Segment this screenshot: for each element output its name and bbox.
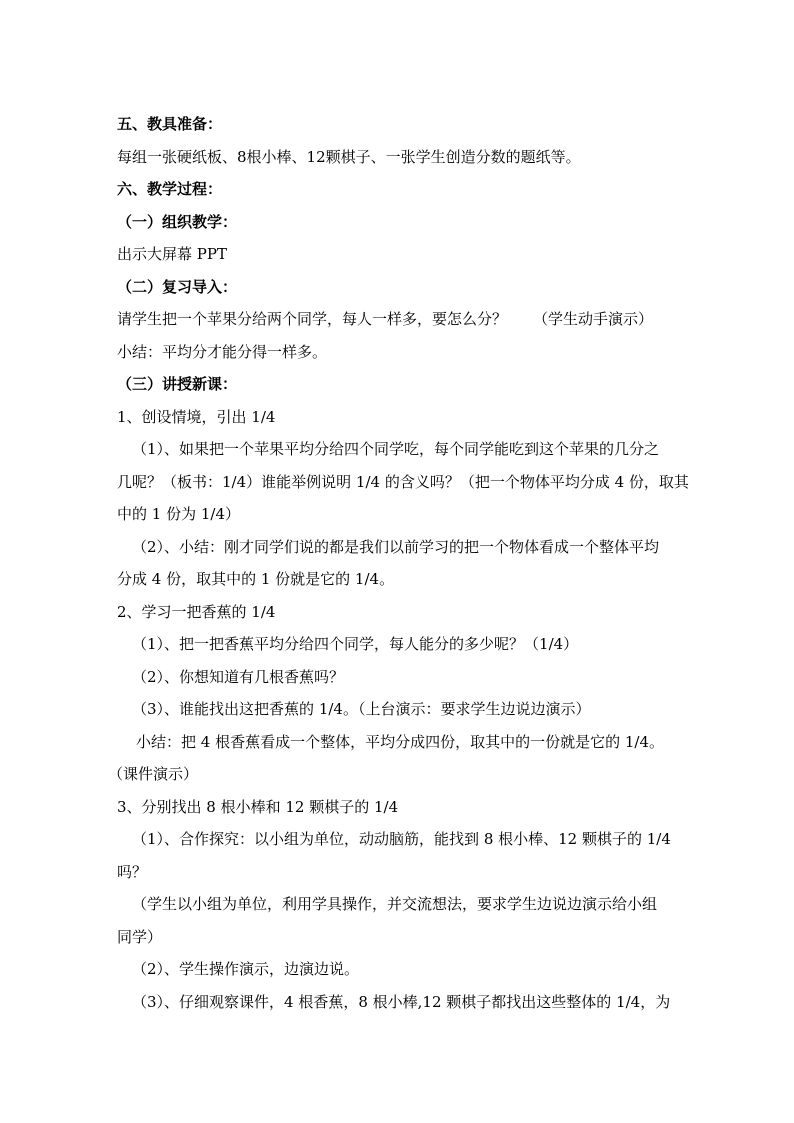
step-3-para-1-line-1: （1）、合作探究：以小组为单位，动动脑筋，能找到 8 根小棒、12 颗棋子的 1/4 (132, 830, 671, 848)
step-2-summary-line-1: 小结：把 4 根香蕉看成一个整体，平均分成四份，取其中的一份就是它的 1/4。 (136, 732, 664, 751)
step-1-para-1-line-1: （1）、如果把一个苹果平均分给四个同学吃，每个同学能吃到这个苹果的几分之 (132, 440, 660, 458)
step-2-summary-line-2: （课件演示） (108, 765, 199, 783)
step-2-heading: 2、学习一把香蕉的 1/4 (117, 602, 276, 621)
step-2-para-2: （2）、你想知道有几根香蕉吗？ (132, 667, 345, 686)
section-6-heading: 六、教学过程： (117, 180, 223, 198)
section-5-text: 每组一张硬纸板、8根小棒、12颗棋子、一张学生创造分数的题纸等。 (117, 147, 581, 166)
step-3-heading: 3、分别找出 8 根小棒和 12 颗棋子的 1/4 (117, 797, 399, 816)
step-3-para-2: （2）、学生操作演示，边演边说。 (132, 960, 360, 978)
step-3-para-1-line-2: 吗？ (117, 862, 148, 881)
subsection-1-text: 出示大屏幕 PPT (117, 245, 227, 263)
step-1-para-1-line-3: 中的 1 份为 1/4） (117, 505, 240, 523)
subsection-2-note: （学生动手演示） (533, 310, 654, 328)
section-5-heading: 五、教具准备： (117, 115, 223, 133)
step-2-para-1: （1）、把一把香蕉平均分给四个同学，每人能分的多少呢？（1/4） (132, 635, 579, 653)
step-3-para-3: （3）、仔细观察课件，4 根香蕉，8 根小棒,12 颗棋子都找出这些整体的 1/4，为 (132, 992, 671, 1011)
document-body (108, 108, 697, 1018)
step-3-para-1b-line-2: 同学） (117, 927, 163, 946)
subsection-2-text (117, 303, 697, 336)
step-1-para-1-line-2: 几呢？（板书：1/4）谁能举例说明 1/4 的含义吗？（把一个物体平均分成 4 份，取其 (117, 472, 689, 491)
subsection-2-question: 请学生把一个苹果分给两个同学，每人一样多，要怎么分？ (117, 310, 508, 328)
step-1-para-2-line-1: （2）、小结：刚才同学们说的都是我们以前学习的把一个物体看成一个整体平均 (132, 537, 660, 556)
step-3-para-1b-line-1: （学生以小组为单位，利用学具操作，并交流想法，要求学生边说边演示给小组 (132, 895, 658, 913)
subsection-2-summary: 小结：平均分才能分得一样多。 (117, 342, 328, 361)
step-2-para-3: （3）、谁能找出这把香蕉的 1/4。（上台演示：要求学生边说边演示） (132, 700, 591, 718)
subsection-3-heading: （三）讲授新课： (117, 375, 238, 393)
step-1-heading: 1、创设情境，引出 1/4 (117, 407, 276, 426)
step-1-para-2-line-2: 分成 4 份，取其中的 1 份就是它的 1/4。 (117, 570, 395, 588)
subsection-2-heading: （二）复习导入： (117, 277, 238, 296)
subsection-1-heading: （一）组织教学： (117, 212, 238, 231)
